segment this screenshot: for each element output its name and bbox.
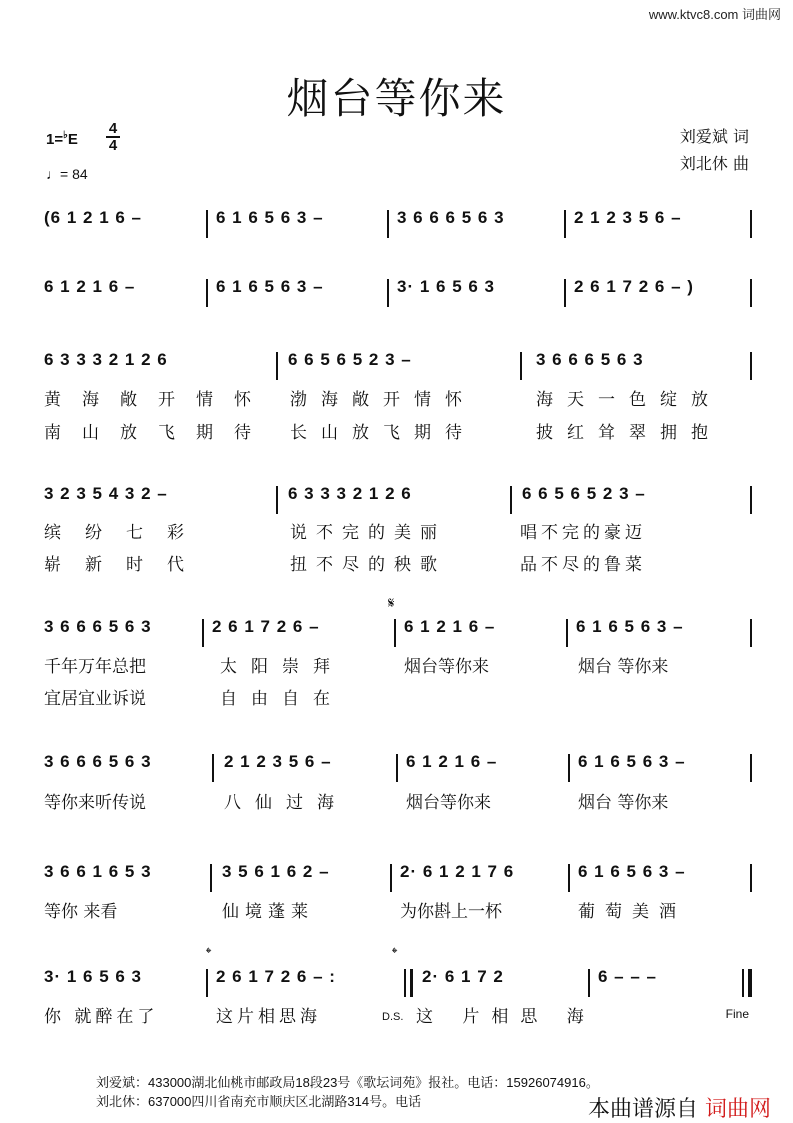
bar-line	[568, 754, 570, 782]
measure: 3 6 6 6 5 6 3	[397, 208, 505, 227]
score-row-7	[44, 860, 756, 894]
measure: 6 1 2 1 6 –	[404, 617, 496, 636]
score-row-6	[44, 750, 756, 784]
final-bar	[742, 969, 744, 997]
lyric-line: 千年万年总把 太阳崇拜 烟台等你来 烟台 等你来	[44, 657, 669, 677]
coda-icon: 𝄌	[206, 944, 212, 962]
measure: 3 6 6 6 5 6 3	[44, 617, 152, 636]
score-row-2	[44, 275, 756, 309]
bar-line	[404, 969, 406, 997]
measure: 6 3 3 3 2 1 2 6	[44, 350, 168, 369]
bar-line	[750, 864, 752, 892]
bar-line	[750, 279, 752, 307]
source-brand: 本曲谱源自 词曲网	[587, 1097, 771, 1122]
lyric-line: 黄海敞开情怀 渤海敞开情怀 海天一色绽放	[44, 390, 722, 410]
measure: 2 1 2 3 5 6 –	[224, 752, 332, 771]
bar-line	[210, 864, 212, 892]
measure: 6 1 2 1 6 –	[44, 277, 136, 296]
lyric-line: 等你 来看 仙境蓬莱 为你斟上一杯 葡萄美酒	[44, 902, 686, 922]
bar-line	[568, 864, 570, 892]
measure: 6 1 6 5 6 3 –	[578, 752, 686, 771]
bar-line	[588, 969, 590, 997]
repeat-bar	[410, 969, 413, 997]
site-watermark: www.ktvc8.com 词曲网	[648, 7, 781, 22]
measure: 2 1 2 3 5 6 –	[574, 208, 682, 227]
lyric-line: 你 就醉在了 这片相思海 这 片相思 海	[44, 1007, 596, 1027]
measure: 2· 6 1 2 1 7 6	[400, 862, 515, 881]
bar-line	[276, 486, 278, 514]
bar-line	[750, 619, 752, 647]
lyric-line: 崭新时代 扭不尽的秧歌 品不尽的鲁菜	[44, 555, 646, 575]
measure: 6 6 5 6 5 2 3 –	[288, 350, 412, 369]
bar-line	[396, 754, 398, 782]
tempo-mark: ♩= 84	[46, 166, 88, 182]
bar-line	[212, 754, 214, 782]
lyric-line: 宜居宜业诉说 自由自在	[44, 689, 344, 709]
bar-line	[387, 279, 389, 307]
bar-line	[387, 210, 389, 238]
measure: 3 6 6 1 6 5 3	[44, 862, 152, 881]
fine-mark: Fine	[725, 1007, 749, 1021]
footer-contact-composer: 刘北休：637000四川省南充市顺庆区北湖路314号。电话	[96, 1094, 422, 1109]
measure: 6 1 6 5 6 3 –	[216, 277, 324, 296]
lyric-line: 等你来听传说 八仙过海 烟台等你来 烟台 等你来	[44, 793, 669, 813]
lyricist-credit: 刘爱斌 词	[679, 127, 749, 146]
bar-line	[566, 619, 568, 647]
measure: 6 1 2 1 6 –	[406, 752, 498, 771]
measure: 3· 1 6 5 6 3	[44, 967, 143, 986]
measure: 6 1 6 5 6 3 –	[578, 862, 686, 881]
score-row-5	[44, 615, 756, 649]
bar-line	[750, 210, 752, 238]
measure: 6 3 3 3 2 1 2 6	[288, 484, 412, 503]
measure: 2 6 1 7 2 6 –	[212, 617, 320, 636]
measure: 3 6 6 6 5 6 3	[44, 752, 152, 771]
bar-line	[564, 210, 566, 238]
time-signature: 4 4	[106, 121, 120, 153]
bar-line	[206, 969, 208, 997]
measure: 6 6 5 6 5 2 3 –	[522, 484, 646, 503]
score-row-8	[44, 965, 756, 999]
bar-line	[750, 486, 752, 514]
measure: 2 6 1 7 2 6 – )	[574, 277, 694, 296]
key-signature: 1=♭E	[46, 130, 78, 148]
bar-line	[206, 210, 208, 238]
composer-credit: 刘北休 曲	[679, 154, 749, 173]
score-row-1	[44, 206, 756, 240]
measure: 2· 6 1 7 2	[422, 967, 504, 986]
bar-line	[750, 754, 752, 782]
measure: 3 2 3 5 4 3 2 –	[44, 484, 168, 503]
segno-icon: 𝄋	[388, 594, 395, 612]
measure: (6 1 2 1 6 –	[44, 208, 143, 227]
bar-line	[510, 486, 512, 514]
bar-line	[564, 279, 566, 307]
score-row-4	[44, 482, 756, 516]
footer-contact-lyricist: 刘爱斌：433000湖北仙桃市邮政局18段23号《歌坛词苑》报社。电话：15926074916。	[96, 1075, 599, 1090]
bar-line	[394, 619, 396, 647]
measure: 3· 1 6 5 6 3	[397, 277, 496, 296]
ds-mark: D.S.	[382, 1011, 404, 1023]
bar-line	[520, 352, 522, 380]
final-bar-thick	[748, 969, 752, 997]
measure: 6 1 6 5 6 3 –	[576, 617, 684, 636]
score-row-3	[44, 348, 756, 382]
song-title: 烟台等你来	[286, 74, 507, 123]
measure: 2 6 1 7 2 6 – :	[216, 967, 336, 986]
measure: 3 5 6 1 6 2 –	[222, 862, 330, 881]
lyric-line: 缤纷七彩 说不完的美丽 唱不完的豪迈	[44, 523, 646, 543]
measure: 3 6 6 6 5 6 3	[536, 350, 644, 369]
coda-icon: 𝄌	[392, 944, 398, 962]
bar-line	[202, 619, 204, 647]
bar-line	[206, 279, 208, 307]
measure: 6 – – –	[598, 967, 657, 986]
measure: 6 1 6 5 6 3 –	[216, 208, 324, 227]
bar-line	[276, 352, 278, 380]
lyric-line: 南山放飞期待 长山放飞期待 披红耸翠拥抱	[44, 423, 722, 443]
bar-line	[750, 352, 752, 380]
bar-line	[390, 864, 392, 892]
